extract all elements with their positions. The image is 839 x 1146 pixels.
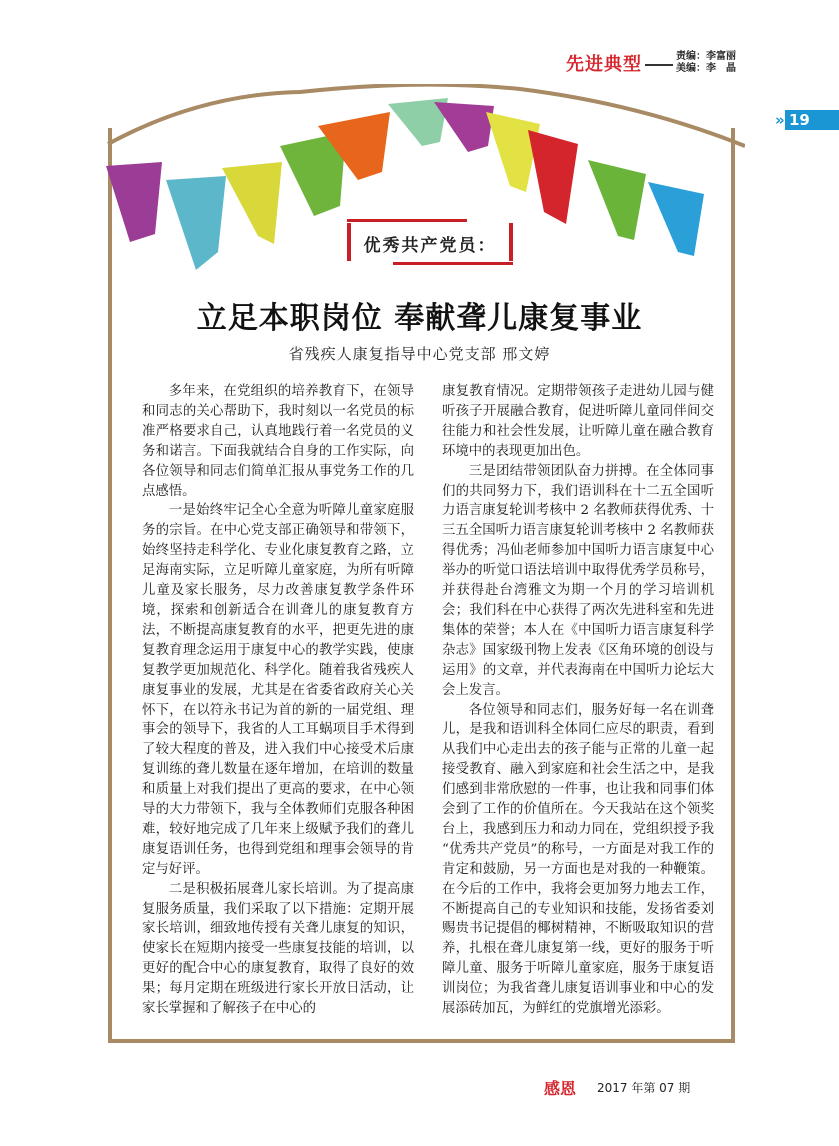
bunting-flag	[222, 162, 282, 244]
bunting-flag	[106, 162, 162, 242]
editor-line-1: 责编：李富丽	[676, 51, 736, 62]
double-chevron-icon: »	[775, 111, 785, 129]
page-number: 19	[785, 110, 839, 130]
paragraph: 一是始终牢记全心全意为听障儿童家庭服务的宗旨。在中心党支部正确领导和带领下，始终坚持走科学化、专业化康复教育之路，立足海南实际，立足听障儿童家庭，为所有听障儿童及家长服务，尽力改善康复教学条件环境，探索和创新适合在训聋儿的康复教育方法，不断提高康复教育的水平，把更先进的康复教育理念运用于康复中心的教学实践，使康复教学更加规范化、科学化。随着我省残疾人康复事业的发展，尤其是在省委省政府关心关怀下，在以符永书记为首的新的一届党组、理事会的领导下，我省的人工耳蜗项目手术得到了较大程度的普及，进入我们中心接受术后康复训练的聋儿数量在逐年增加，在培训的数量和质量上对我们提出了更高的要求，在中心领导的大力带领下，我与全体教师们克服各种困难，较好地完成了几年来上级赋予我们的聋儿康复语训任务，也得到党组和理事会领导的肯定与好评。	[142, 503, 414, 877]
paragraph: 多年来，在党组织的培养教育下，在领导和同志的关心帮助下，我时刻以一名党员的标准严格要求自己，认真地践行着一名党员的义务和诺言。下面我就结合自身的工作实际，向各位领导和同志们简单汇报从事党务工作的几点感悟。	[142, 384, 414, 499]
bunting-decoration	[100, 84, 745, 304]
magazine-logo: 感恩	[544, 1079, 577, 1098]
article-label: 优秀共产党员：	[363, 236, 497, 256]
page-number-tab	[775, 110, 839, 130]
bunting-flag	[486, 112, 540, 192]
header-divider	[645, 64, 673, 66]
paragraph: 各位领导和同志们，服务好每一名在训聋儿，是我和语训科全体同仁应尽的职责，看到从我们中心走出去的孩子能与正常的儿童一起接受教育、融入到家庭和社会生活之中，是我们感到非常欣慰的一件事，也让我和同事们体会到了工作的价值所在。今天我站在这个领奖台上，我感到压力和动力同在，党组织授予我 “优秀共产党员”的称号，一方面是对我工作的肯定和鼓励，另一方面也是对我的一种鞭策。在今后的工作中，我将会更加努力地去工作，不断提高自己的专业知识和技能，发扬省委刘赐贵书记提倡的椰树精神，不断吸取知识的营养，扎根在聋儿康复第一线，更好的服务于听障儿童、服务于听障儿童家庭，服务于康复语训岗位；为我省聋儿康复语训事业和中心的发展添砖加瓦，为鲜红的党旗增光添彩。	[442, 702, 714, 1017]
issue-number: 2017 年第 07 期	[597, 1081, 691, 1095]
editor-line-2: 美编：李 晶	[676, 63, 736, 74]
paragraph: 三是团结带领团队奋力拼搏。在全体同事们的共同努力下，我们语训科在十二五全国听力语言康复轮训考核中 2 名教师获得优秀、十三五全国听力语言康复轮训考核中 2 名教师获得优秀；冯仙老师参加中国听力语言康复中心举办的听觉口语法培训中取得优秀学员称号，并获得赴台湾雅文为期一个月的学习培训机会；我们科在中心获得了两次先进科室和先进集体的荣誉；本人在《中国听力语言康复科学杂志》国家级刊物上发表《区角环境的创设与运用》的文章，并代表海南在中国听力论坛大会上发言。	[442, 463, 714, 698]
article-byline: 省残疾人康复指导中心党支部 邢文婷	[288, 345, 551, 363]
bunting-flag	[166, 176, 226, 270]
left-column	[142, 382, 414, 1019]
bunting-flag	[648, 182, 704, 256]
bunting-flag	[588, 160, 646, 240]
label-rule-bottom	[393, 262, 513, 265]
paragraph: 二是积极拓展聋儿家长培训。为了提高康复服务质量，我们采取了以下措施：定期开展家长培训，细致地传授有关聋儿康复的知识，使家长在短期内接受一些康复技能的培训，以更好的配合中心的康复教育，取得了良好的效果；每月定期在班级进行家长开放日活动，让家长掌握和了解孩子在中心的	[142, 881, 414, 1017]
paragraph-continuation: 康复教育情况。定期带领孩子走进幼儿园与健听孩子开展融合教育，促进听障儿童同伴间交往能力和社会性发展，让听障儿童在融合教育环境中的表现更加出色。	[442, 384, 714, 459]
right-column	[442, 382, 714, 1019]
bunting-flag	[528, 130, 578, 224]
editor-credits	[676, 51, 736, 75]
section-title: 先进典型	[566, 54, 642, 75]
bunting-flag	[434, 102, 494, 152]
article-title: 立足本职岗位 奉献聋儿康复事业	[196, 301, 643, 336]
article-label-box	[347, 223, 513, 261]
label-rule-top	[347, 219, 467, 222]
